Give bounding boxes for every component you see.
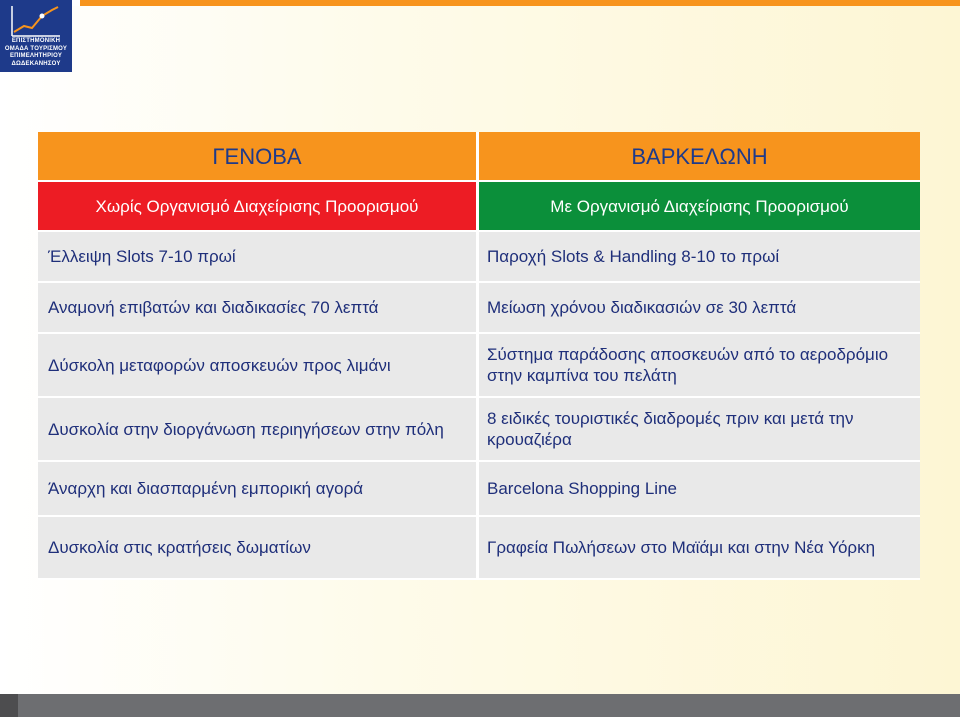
barcelona-title: ΒΑΡΚΕΛΩΝΗ (479, 132, 920, 182)
genoa-item: Δύσκολη μεταφορών αποσκευών προς λιμάνι (38, 334, 479, 398)
logo-line: ΕΠΙΣΤΗΜΟΝΙΚΗ (11, 38, 61, 44)
logo-line: ΕΠΙΜΕΛΗΤΗΡΙΟΥ (9, 53, 63, 59)
footer-bar (0, 694, 960, 717)
genoa-item: Έλλειψη Slots 7-10 πρωί (38, 232, 479, 283)
barcelona-item: Barcelona Shopping Line (479, 462, 920, 517)
genoa-subtitle: Χωρίς Οργανισμό Διαχείρισης Προορισμού (38, 182, 479, 232)
logo-line: ΟΜΑΔΑ ΤΟΥΡΙΣΜΟΥ (4, 45, 68, 52)
table-row (38, 517, 920, 580)
table-row (38, 462, 920, 517)
table-row (38, 283, 920, 334)
logo-line: ΔΩΔΕΚΑΝΗΣΟΥ (11, 60, 61, 67)
footer-bar-accent (0, 694, 18, 717)
barcelona-item: Γραφεία Πωλήσεων στο Μαϊάμι και στην Νέα Υόρκη (479, 517, 920, 580)
comparison-table (38, 132, 920, 580)
genoa-title: ΓΕΝΟΒΑ (38, 132, 479, 182)
trend-chart-icon (10, 4, 62, 38)
organization-logo (0, 0, 72, 72)
barcelona-item: Παροχή Slots & Handling 8-10 το πρωί (479, 232, 920, 283)
genoa-item: Αναμονή επιβατών και διαδικασίες 70 λεπτά (38, 283, 479, 334)
table-subtitle-row (38, 182, 920, 232)
logo-text (0, 38, 72, 68)
barcelona-item: Σύστημα παράδοσης αποσκευών από το αεροδρόμιο στην καμπίνα του πελάτη (479, 334, 920, 398)
table-row (38, 398, 920, 462)
barcelona-item: 8 ειδικές τουριστικές διαδρομές πριν και μετά την κρουαζιέρα (479, 398, 920, 462)
barcelona-item: Μείωση χρόνου διαδικασιών σε 30 λεπτά (479, 283, 920, 334)
genoa-item: Δυσκολία στην διοργάνωση περιηγήσεων στην πόλη (38, 398, 479, 462)
table-title-row (38, 132, 920, 182)
table-row (38, 232, 920, 283)
barcelona-subtitle: Με Οργανισμό Διαχείρισης Προορισμού (479, 182, 920, 232)
genoa-item: Δυσκολία στις κρατήσεις δωματίων (38, 517, 479, 580)
table-row (38, 334, 920, 398)
genoa-item: Άναρχη και διασπαρμένη εμπορική αγορά (38, 462, 479, 517)
